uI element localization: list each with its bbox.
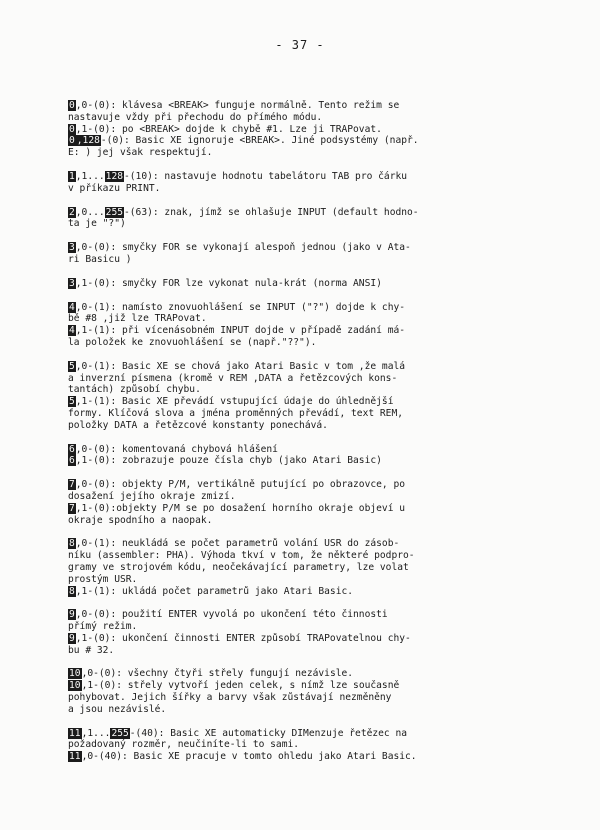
text-segment: ,1: [75, 123, 88, 135]
text-segment: E: ) jej však respektují.: [68, 147, 213, 159]
text-segment: dosažení jejího okraje zmizí.: [68, 490, 236, 502]
text-line: [68, 609, 528, 621]
text-segment: -(0): všechny čtyři střely fungují nezávisle.: [93, 668, 354, 680]
text-line: [68, 751, 528, 763]
text-line: [68, 621, 528, 633]
text-line: [68, 124, 528, 136]
inverse-number: 6: [69, 443, 75, 455]
text-line: [68, 515, 528, 527]
text-segment: -(0): střely vytvoří jeden celek, s nímž lze současně: [93, 680, 400, 692]
inverse-number: 7: [69, 502, 75, 514]
text-segment: -(40): Basic XE automaticky DIMenzuje řetězec na: [129, 727, 408, 739]
text-line: [68, 479, 528, 491]
text-line: [68, 100, 528, 112]
text-segment: -(0): smyčky FOR se vykonají alespoň jednou (jako v Ata-: [87, 242, 411, 254]
setting-paragraph: [68, 479, 528, 526]
text-line: [68, 207, 528, 219]
text-line: [68, 171, 528, 183]
text-segment: ,0: [75, 301, 88, 313]
text-line: [68, 645, 528, 657]
text-line: [68, 633, 528, 645]
text-line: [68, 704, 528, 716]
text-segment: ,0: [81, 668, 94, 680]
text-segment: ,0: [75, 443, 88, 455]
inverse-number: 5: [69, 360, 75, 372]
text-segment: ,1: [75, 396, 88, 408]
text-line: [68, 586, 528, 598]
text-segment: ,1...: [81, 727, 111, 739]
inverse-number: 8: [69, 538, 75, 550]
text-segment: -(0): použití ENTER vyvolá po ukončení této činnosti: [87, 609, 388, 621]
text-segment: ,0: [75, 538, 88, 550]
text-segment: přímý režim.: [68, 621, 138, 633]
text-segment: ,0: [75, 100, 88, 111]
inverse-number: 5: [69, 396, 75, 408]
text-segment: níku (assembler: PHA). Výhoda tkví v tom, že některé podpro-: [68, 550, 415, 562]
inverse-number: 6: [69, 455, 75, 467]
text-segment: nastavuje vždy při přechodu do přímého módu.: [68, 111, 323, 123]
text-line: [68, 135, 528, 147]
text-segment: -(0): ukončení činnosti ENTER způsobí TRAPovatelnou chy-: [87, 632, 411, 644]
setting-paragraph: [68, 609, 528, 656]
text-segment: a jsou nezávislé.: [68, 703, 167, 715]
text-line: [68, 396, 528, 408]
text-segment: -(0): po <BREAK> dojde k chybě #1. Lze ji TRAPovat.: [87, 123, 382, 135]
setting-paragraph: [68, 278, 528, 290]
text-segment: gramy ve strojovém kódu, neočekávající parametry, lze volat: [68, 561, 409, 573]
text-line: [68, 562, 528, 574]
setting-paragraph: [68, 207, 528, 231]
text-segment: -(0): smyčky FOR lze vykonat nula-krát (norma ANSI): [87, 277, 382, 289]
text-line: [68, 420, 528, 432]
text-line: [68, 692, 528, 704]
text-segment: v příkazu PRINT.: [68, 182, 161, 194]
text-segment: a inverzní písmena (kromě v REM ,DATA a řetězcových kons-: [68, 372, 398, 384]
setting-paragraph: [68, 242, 528, 266]
setting-paragraph: [68, 100, 528, 159]
page-number: - 37 -: [275, 38, 325, 52]
inverse-number: ,128: [76, 135, 100, 147]
inverse-number: 0: [69, 123, 75, 135]
inverse-number: 8: [69, 585, 75, 597]
text-segment: ta je "?"): [68, 218, 126, 230]
document-body: [68, 100, 528, 775]
setting-paragraph: [68, 538, 528, 597]
text-line: [68, 183, 528, 195]
text-line: [68, 538, 528, 550]
text-segment: ,0: [75, 360, 88, 372]
text-line: [68, 361, 528, 373]
text-line: [68, 668, 528, 680]
text-segment: -(0): Basic XE ignoruje <BREAK>. Jiné podsystémy (např.: [100, 135, 419, 147]
inverse-number: 3: [69, 242, 75, 254]
text-line: [68, 574, 528, 586]
text-line: [68, 112, 528, 124]
inverse-number: 10: [69, 680, 81, 692]
text-segment: okraje spodního a naopak.: [68, 514, 213, 526]
text-segment: ,0: [75, 609, 88, 621]
text-segment: -(1): při vícenásobném INPUT dojde v případě zadání má-: [87, 325, 406, 337]
text-line: [68, 254, 528, 266]
text-line: [68, 218, 528, 230]
setting-paragraph: [68, 171, 528, 195]
text-segment: požadovaný rozměr, neučiníte-li to sami.: [68, 739, 300, 751]
text-segment: položky DATA a řetězcové konstanty ponechává.: [68, 419, 328, 431]
text-segment: prostým USR.: [68, 573, 138, 585]
setting-paragraph: [68, 302, 528, 349]
text-segment: ,1: [75, 632, 88, 644]
text-segment: -(0): komentovaná chybová hlášení: [87, 443, 278, 455]
inverse-number: 255: [105, 206, 123, 218]
text-line: [68, 373, 528, 385]
text-line: [68, 313, 528, 325]
text-segment: -(0): zobrazuje pouze čísla chyb (jako Atari Basic): [87, 455, 382, 467]
inverse-number: 3: [69, 277, 75, 289]
text-line: [68, 739, 528, 751]
text-segment: ,1: [75, 325, 88, 337]
text-segment: ri Basicu ): [68, 253, 132, 265]
text-segment: ,1: [81, 680, 94, 692]
text-segment: ,0...: [75, 206, 105, 218]
inverse-number: 4: [69, 301, 75, 313]
text-segment: ,1: [75, 502, 88, 514]
inverse-number: 0: [69, 100, 75, 111]
text-line: [68, 302, 528, 314]
setting-paragraph: [68, 668, 528, 715]
text-segment: -(1): Basic XE převádí vstupující údaje do úhlednější: [87, 396, 394, 408]
text-segment: bu # 32.: [68, 644, 115, 656]
text-line: [68, 384, 528, 396]
text-line: [68, 278, 528, 290]
text-segment: -(1): neukládá se počet parametrů volání USR do zásob-: [87, 538, 400, 550]
inverse-number: 7: [69, 479, 75, 491]
text-segment: tantách) způsobí chybu.: [68, 384, 201, 396]
text-segment: ,0: [81, 751, 94, 763]
text-line: [68, 503, 528, 515]
text-line: [68, 408, 528, 420]
text-segment: -(1): namísto znovuohlášení se INPUT ("?") dojde k chy-: [87, 301, 406, 313]
inverse-number: 1: [69, 170, 75, 182]
inverse-number: 9: [69, 632, 75, 644]
text-segment: -(63): znak, jímž se ohlašuje INPUT (default hodno-: [124, 206, 419, 218]
setting-paragraph: [68, 444, 528, 468]
text-line: [68, 455, 528, 467]
text-line: [68, 337, 528, 349]
text-line: [68, 242, 528, 254]
text-segment: ,0: [75, 242, 88, 254]
text-line: [68, 680, 528, 692]
text-segment: -(40): Basic XE pracuje v tomto ohledu jako Atari Basic.: [93, 751, 417, 763]
inverse-number: 11: [69, 751, 81, 763]
text-line: [68, 147, 528, 159]
text-segment: la položek ke znovuohlášení se (např."??").: [68, 336, 317, 348]
inverse-number: 128: [105, 170, 123, 182]
text-line: [68, 491, 528, 503]
text-segment: formy. Klíčová slova a jména proměnných převádí, text REM,: [68, 407, 404, 419]
inverse-number: 4: [69, 325, 75, 337]
inverse-number: 2: [69, 206, 75, 218]
text-segment: -(1): ukládá počet parametrů jako Atari Basic.: [87, 585, 354, 597]
setting-paragraph: [68, 361, 528, 432]
inverse-number: 255: [111, 727, 129, 739]
inverse-number: 10: [69, 668, 81, 680]
text-line: [68, 444, 528, 456]
text-segment: bě #8 ,již lze TRAPovat.: [68, 313, 207, 325]
text-segment: -(0):objekty P/M se po dosažení horního okraje objeví u: [87, 502, 406, 514]
inverse-number: 9: [69, 609, 75, 621]
inverse-number: 0: [69, 135, 75, 147]
text-segment: pohybovat. Jejich šířky a barvy však zůstávají nezměněny: [68, 692, 392, 704]
text-segment: ,0: [75, 479, 88, 491]
text-line: [68, 550, 528, 562]
text-segment: ,1: [75, 585, 88, 597]
text-line: [68, 325, 528, 337]
inverse-number: 11: [69, 727, 81, 739]
text-segment: ,1: [75, 455, 88, 467]
text-segment: -(0): objekty P/M, vertikálně putující po obrazovce, po: [87, 479, 406, 491]
text-segment: ,1: [75, 277, 88, 289]
text-segment: -(0): klávesa <BREAK> funguje normálně. Tento režim se: [87, 100, 400, 111]
text-segment: ,1...: [75, 170, 105, 182]
text-segment: -(10): nastavuje hodnotu tabelátoru TAB pro čárku: [124, 170, 408, 182]
text-line: [68, 728, 528, 740]
text-segment: -(1): Basic XE se chová jako Atari Basic v tom ,že malá: [87, 360, 406, 372]
setting-paragraph: [68, 728, 528, 763]
